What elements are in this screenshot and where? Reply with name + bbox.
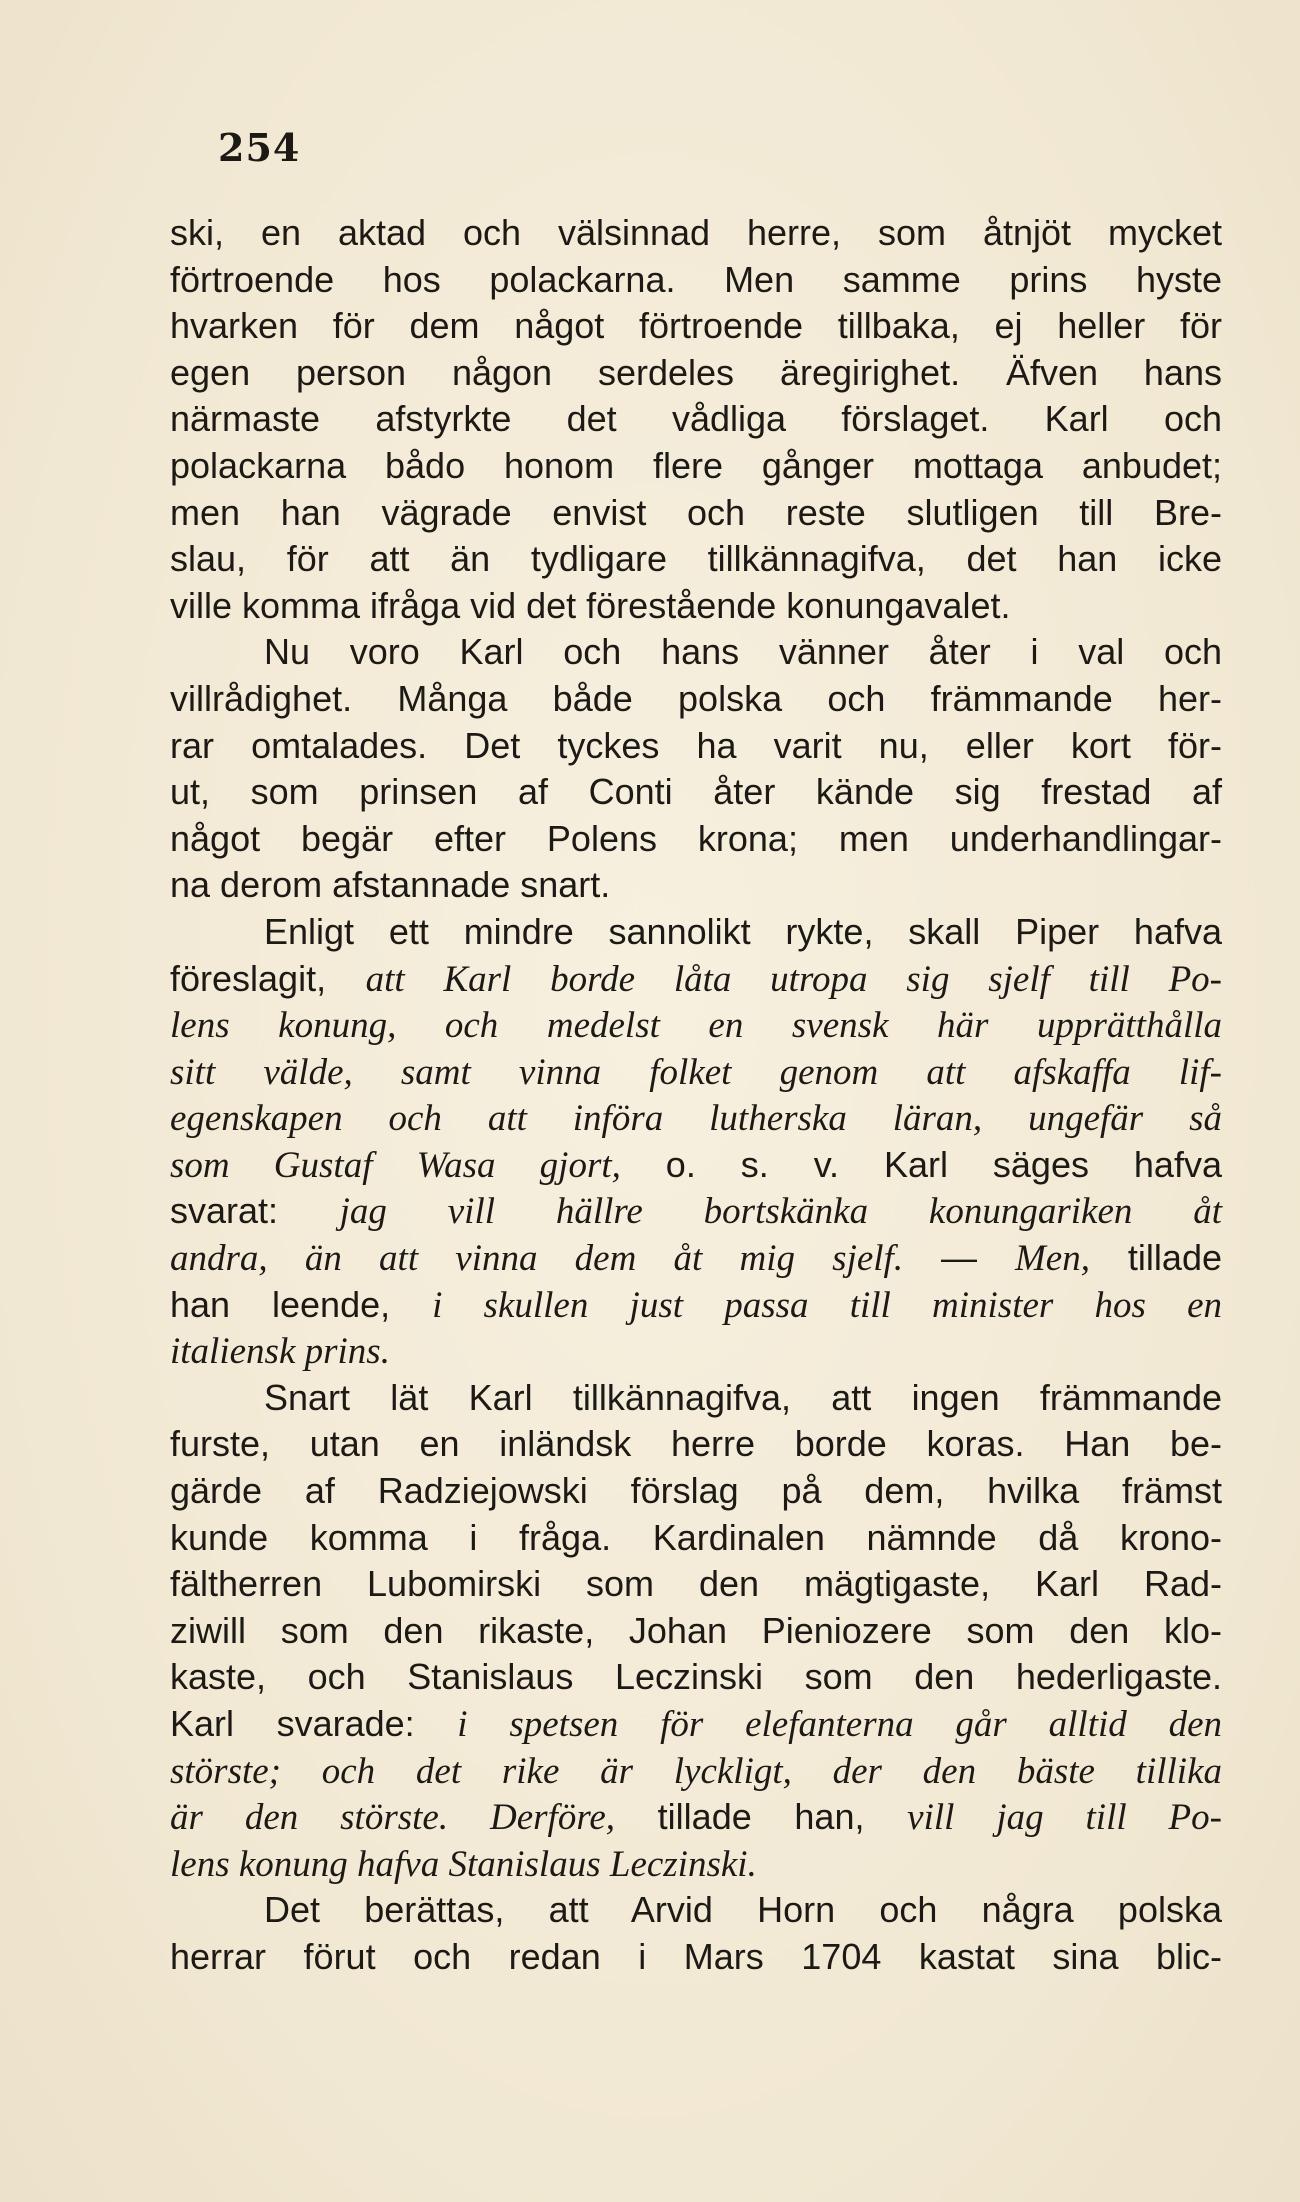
- text-line: [170, 1095, 1222, 1142]
- roman-text: —: [903, 1237, 1015, 1279]
- text-line: [170, 396, 1222, 443]
- roman-text: Enligt ett mindre sannolikt rykte, skall Piper hafva: [264, 910, 1222, 952]
- text-line: [170, 1654, 1222, 1701]
- text-line: [170, 909, 1222, 956]
- text-line: [170, 816, 1222, 863]
- text-line: [170, 210, 1222, 257]
- text-line: [170, 1282, 1222, 1329]
- italic-text: i spetsen för elefanterna går alltid den: [457, 1704, 1222, 1745]
- text-line: [170, 536, 1222, 583]
- text-line: [170, 490, 1222, 537]
- text-line: [170, 1468, 1222, 1515]
- roman-text: ski, en aktad och välsinnad herre, som åtnjöt mycket: [170, 212, 1222, 253]
- text-line: [170, 1794, 1222, 1841]
- text-line: [170, 1421, 1222, 1468]
- roman-text: förtroende hos polackarna. Men samme prins hyste: [170, 258, 1222, 300]
- roman-text: Det berättas, att Arvid Horn och några polska: [264, 1889, 1222, 1931]
- italic-text: egenskapen och att införa lutherska läran, ungefär så: [170, 1098, 1222, 1140]
- text-line: [170, 1188, 1222, 1235]
- text-line: [170, 1561, 1222, 1608]
- roman-text: tillade: [1089, 1237, 1222, 1279]
- text-line: [170, 1748, 1222, 1795]
- italic-text: är den störste. Derföre,: [170, 1797, 616, 1839]
- italic-text: lens konung hafva Stanislaus Leczinski.: [170, 1843, 757, 1885]
- italic-text: störste; och det rike är lyckligt, der den bäste tillika: [170, 1750, 1222, 1792]
- roman-text: polackarna bådo honom flere gånger mottaga anbudet;: [170, 444, 1222, 486]
- text-line: [170, 956, 1222, 1003]
- text-line: [170, 676, 1222, 723]
- text-line: [170, 1608, 1222, 1655]
- body-text: [170, 210, 1222, 1981]
- italic-text: som Gustaf Wasa gjort,: [170, 1144, 621, 1186]
- roman-text: Karl svarade:: [170, 1703, 458, 1744]
- text-line: [170, 1328, 1222, 1375]
- text-line: [170, 1002, 1222, 1049]
- roman-text: han leende,: [170, 1283, 433, 1325]
- roman-text: föreslagit,: [170, 957, 366, 999]
- roman-text: villrådighet. Många både polska och främmande her-: [170, 677, 1222, 719]
- roman-text: kunde komma i fråga. Kardinalen nämnde då krono-: [170, 1516, 1222, 1558]
- roman-text: furste, utan en inländsk herre borde koras. Han be-: [170, 1423, 1222, 1465]
- roman-text: na derom afstannade snart.: [170, 864, 611, 906]
- italic-text: i skullen just passa till minister hos en: [432, 1284, 1222, 1326]
- roman-text: Snart lät Karl tillkännagifva, att ingen främmande: [264, 1376, 1222, 1418]
- roman-text: slau, för att än tydligare tillkännagifva, det han icke: [170, 538, 1222, 580]
- roman-text: ville komma ifråga vid det förestående konungavalet.: [170, 584, 1011, 626]
- italic-text: lens konung, och medelst en svensk här upprätthålla: [170, 1005, 1222, 1047]
- roman-text: svarat:: [170, 1190, 340, 1232]
- text-line: [170, 1934, 1222, 1981]
- text-line: [170, 1515, 1222, 1562]
- text-line: [170, 1375, 1222, 1422]
- text-line: [170, 629, 1222, 676]
- italic-text: Men,: [1014, 1238, 1090, 1280]
- roman-text: ut, som prinsen af Conti åter kände sig frestad af: [170, 771, 1222, 813]
- roman-text: o. s. v. Karl säges hafva: [620, 1143, 1222, 1185]
- page-number: 254: [218, 125, 301, 170]
- roman-text: närmaste afstyrkte det vådliga förslaget. Karl och: [170, 398, 1222, 440]
- text-line: [170, 862, 1222, 909]
- roman-text: rar omtalades. Det tyckes ha varit nu, eller kort för-: [170, 724, 1222, 766]
- text-line: [170, 1701, 1222, 1748]
- text-line: [170, 1887, 1222, 1934]
- roman-text: egen person någon serdeles äregirighet. Äfven hans: [170, 351, 1222, 393]
- text-line: [170, 443, 1222, 490]
- text-line: [170, 769, 1222, 816]
- italic-text: sitt välde, samt vinna folket genom att afskaffa lif-: [170, 1051, 1222, 1093]
- roman-text: men han vägrade envist och reste slutligen till Bre-: [170, 491, 1222, 533]
- roman-text: hvarken för dem något förtroende tillbaka, ej heller för: [170, 305, 1222, 347]
- text-line: [170, 257, 1222, 304]
- text-line: [170, 1235, 1222, 1282]
- text-line: [170, 350, 1222, 397]
- roman-text: fältherren Lubomirski som den mägtigaste, Karl Rad-: [170, 1563, 1222, 1605]
- text-line: [170, 303, 1222, 350]
- italic-text: att Karl borde låta utropa sig sjelf till Po-: [365, 958, 1223, 1000]
- italic-text: jag vill hällre bortskänka konungariken åt: [339, 1191, 1222, 1233]
- text-line: [170, 1841, 1222, 1888]
- italic-text: andra, än att vinna dem åt mig sjelf.: [170, 1238, 904, 1280]
- roman-text: kaste, och Stanislaus Leczinski som den hederligaste.: [170, 1656, 1222, 1698]
- text-line: [170, 1049, 1222, 1096]
- italic-text: italiensk prins.: [170, 1331, 390, 1373]
- roman-text: Nu voro Karl och hans vänner åter i val och: [264, 631, 1222, 673]
- roman-text: herrar förut och redan i Mars 1704 kastat sina blic-: [170, 1935, 1222, 1977]
- text-line: [170, 723, 1222, 770]
- roman-text: gärde af Radziejowski förslag på dem, hvilka främst: [170, 1470, 1222, 1512]
- roman-text: något begär efter Polens krona; men underhandlingar-: [170, 817, 1222, 859]
- italic-text: vill jag till Po-: [907, 1797, 1222, 1839]
- text-line: [170, 583, 1222, 630]
- roman-text: ziwill som den rikaste, Johan Pieniozere som den klo-: [170, 1609, 1222, 1651]
- text-line: [170, 1142, 1222, 1189]
- roman-text: tillade han,: [615, 1796, 908, 1838]
